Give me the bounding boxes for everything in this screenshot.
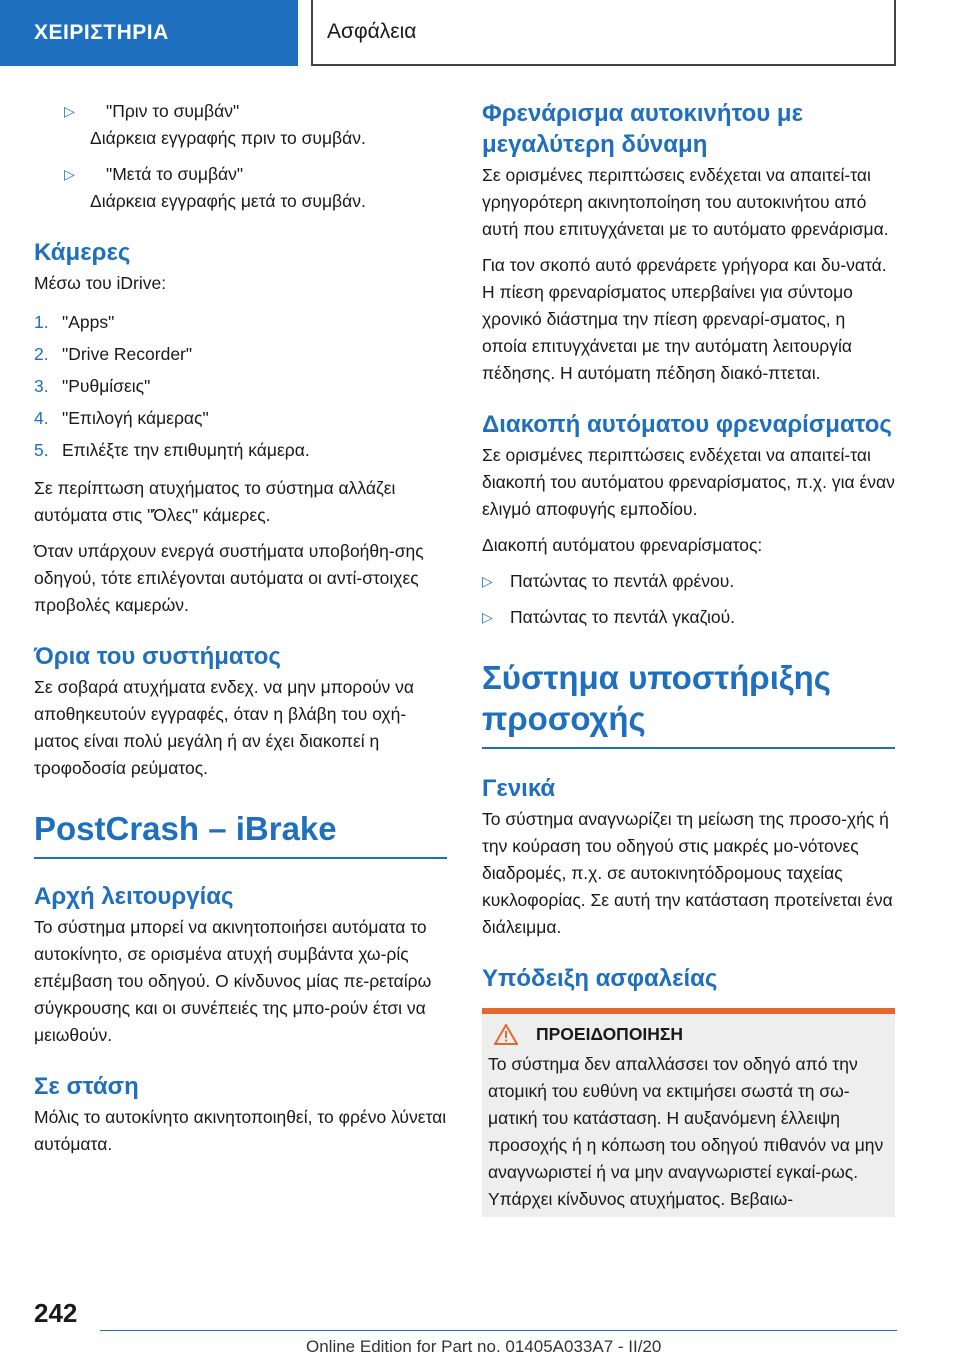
step-item: 4. "Επιλογή κάμερας" bbox=[34, 408, 209, 428]
triangle-bullet-icon: ▷ bbox=[64, 166, 75, 182]
step-item: 3. "Ρυθμίσεις" bbox=[34, 376, 151, 396]
principle-paragraph: Το σύστημα μπορεί να ακινητοποιήσει αυτόματα το αυτοκίνητο, σε ορισμένα ατυχή συμβάντα χω-ρίς επέμβαση του οδηγού. Ο κίνδυνος μίας πε-ρεταίρω σύγκρουσης και οι συνέπειές της μπο-ρούν έτσι να μειωθούν. bbox=[34, 917, 432, 1045]
step-item: 1. "Apps" bbox=[34, 312, 115, 332]
principle-heading: Αρχή λειτουργίας bbox=[34, 883, 234, 910]
warning-box bbox=[482, 1008, 895, 1217]
list-item: ▷ Πατώντας το πεντάλ φρένου. bbox=[482, 568, 895, 595]
list-item: ▷ Πατώντας το πεντάλ γκαζιού. bbox=[482, 604, 895, 631]
cameras-paragraph: Σε περίπτωση ατυχήματος το σύστημα αλλάζει αυτόματα στις "Όλες" κάμερες. bbox=[34, 478, 396, 525]
right-column bbox=[482, 98, 895, 1217]
list-item bbox=[34, 98, 447, 125]
stop-paragraph: Διακοπή αυτόματου φρεναρίσματος: bbox=[482, 535, 763, 555]
stop-heading: Διακοπή αυτόματου φρεναρίσματος bbox=[482, 411, 892, 438]
general-heading: Γενικά bbox=[482, 775, 556, 802]
chapter-title: Ασφάλεια bbox=[327, 20, 417, 43]
list-item-label: "Μετά το συμβάν" bbox=[106, 164, 244, 184]
standstill-paragraph: Μόλις το αυτοκίνητο ακινητοποιηθεί, το φρένο λύνεται αυτόματα. bbox=[34, 1107, 447, 1154]
list-item-desc: Διάρκεια εγγραφής μετά το συμβάν. bbox=[90, 191, 366, 211]
edition-text: Online Edition for Part no. 01405A033A7 - II/20 bbox=[306, 1337, 662, 1356]
camera-steps bbox=[34, 306, 447, 466]
step-item: 2. "Drive Recorder" bbox=[34, 344, 193, 364]
cameras-heading: Κάμερες bbox=[34, 239, 131, 266]
stop-paragraph: Σε ορισμένες περιπτώσεις ενδέχεται να απαιτεί-ται διακοπή του αυτόματου φρεναρίσματος, π.χ. για έναν ελιγμό αποφυγής εμποδίου. bbox=[482, 445, 895, 519]
safety-heading: Υπόδειξη ασφαλείας bbox=[482, 965, 718, 992]
limits-heading: Όρια του συστήματος bbox=[34, 643, 281, 670]
chapter-header bbox=[311, 0, 896, 66]
footer-divider bbox=[100, 1330, 897, 1331]
warning-text: Το σύστημα δεν απαλλάσσει τον οδηγό από την ατομική του ευθύνη να εκτιμήσει σωστά τη σω-ματική του κατάσταση. Η αυξανόμενη έλλειψη προσοχής ή η κόπωση του οδηγού πιθανόν να μην αναγνωριστεί ή να μην αναγνωριστεί εγκαί-ρως. Υπάρχει κίνδυνος ατυχήματος. Βεβαιω- bbox=[488, 1054, 884, 1209]
list-item-desc: Διάρκεια εγγραφής πριν το συμβάν. bbox=[90, 128, 366, 148]
cameras-paragraph: Όταν υπάρχουν ενεργά συστήματα υποβοήθη-σης οδηγού, τότε επιλέγονται αυτόματα οι αντί-στοιχες προβολές καμερών. bbox=[34, 541, 424, 615]
attention-heading: Σύστημα υποστήριξης προσοχής bbox=[482, 657, 895, 749]
warning-triangle-icon bbox=[494, 1024, 518, 1045]
braking-paragraph: Σε ορισμένες περιπτώσεις ενδέχεται να απαιτεί-ται γρηγορότερη ακινητοποίηση του αυτοκινήτου από αυτή που επιτυγχάνεται με το αυτόματο φρενάρισμα. bbox=[482, 165, 889, 239]
page-number: 242 bbox=[34, 1298, 78, 1328]
cameras-intro: Μέσω του iDrive: bbox=[34, 273, 167, 293]
triangle-bullet-icon: ▷ bbox=[64, 103, 75, 119]
general-paragraph: Το σύστημα αναγνωρίζει τη μείωση της προσο-χής ή την κούραση του οδηγού στις μακρές μο-νότονες διαδρομές, π.χ. σε αυτοκινητόδρομους ταχείας κυκλοφορίας. Σε αυτή την κατάσταση προτείνεται ένα διάλειμμα. bbox=[482, 809, 893, 937]
braking-paragraph: Για τον σκοπό αυτό φρενάρετε γρήγορα και δυ-νατά. Η πίεση φρεναρίσματος υπερβαίνει για σύντομο χρονικό διάστημα την πίεση φρεναρί-σματος, η οποία επιτυγχάνεται με την αυτόματη λειτουργία πέδησης. Η αυτόματη πέδηση διακό-πτεται. bbox=[482, 255, 887, 383]
triangle-bullet-icon: ▷ bbox=[482, 609, 493, 625]
step-item: 5. Επιλέξτε την επιθυμητή κάμερα. bbox=[34, 440, 310, 460]
standstill-heading: Σε στάση bbox=[34, 1073, 139, 1100]
left-column bbox=[34, 98, 447, 1167]
warning-title: ΠΡΟΕΙΔΟΠΟΙΗΣΗ bbox=[536, 1024, 684, 1044]
list-item bbox=[34, 161, 447, 188]
section-tab bbox=[0, 0, 298, 66]
postcrash-heading: PostCrash – iBrake bbox=[34, 808, 447, 859]
braking-heading: Φρενάρισμα αυτοκινήτου με μεγαλύτερη δύναμη bbox=[482, 100, 803, 158]
limits-paragraph: Σε σοβαρά ατυχήματα ενδεχ. να μην μπορούν να αποθηκευτούν εγγραφές, όταν η βλάβη του οχή-ματος είναι πολύ μεγάλη ή αν έχει διακοπεί η τροφοδοσία ρεύματος. bbox=[34, 677, 415, 778]
list-item-label: "Πριν το συμβάν" bbox=[106, 101, 240, 121]
section-title: ΧΕΙΡΙΣΤΗΡΙΑ bbox=[34, 21, 169, 44]
triangle-bullet-icon: ▷ bbox=[482, 573, 493, 589]
warning-title-row bbox=[488, 1024, 889, 1045]
